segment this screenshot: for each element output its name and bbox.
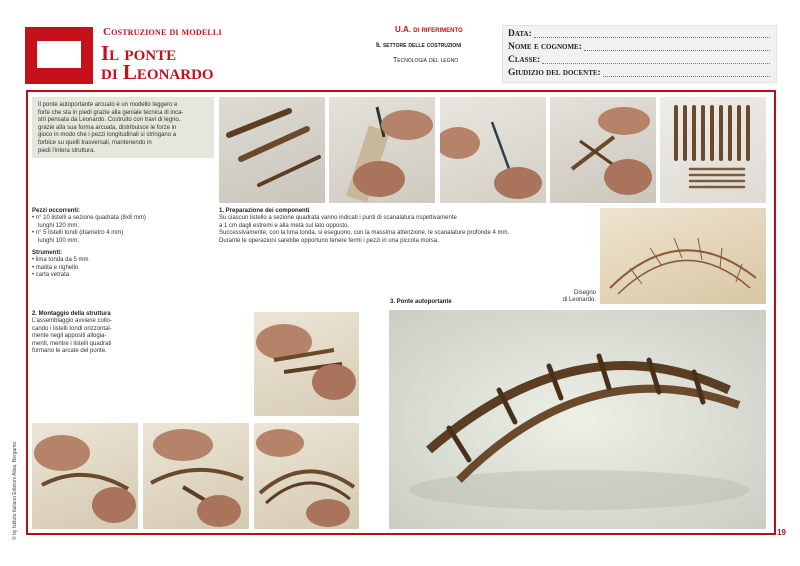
drawing-caption: Disegno di Leonardo. xyxy=(562,290,596,303)
settore-label: Il settore delle costruzioni xyxy=(376,42,462,49)
photo-assembly-3 xyxy=(143,423,249,529)
step-3: 3. Ponte autoportante xyxy=(390,299,452,305)
photo-filing xyxy=(440,97,546,203)
section-title: Costruzione di modelli xyxy=(103,26,222,38)
photo-assembly-1 xyxy=(254,312,359,416)
pieces-illustration xyxy=(660,97,766,203)
assembly-1-illustration xyxy=(254,312,359,416)
strumenti: Strumenti: • lima tonda da 5 mm • matita e righello • carta vetrata xyxy=(32,250,89,279)
title-line-2: di Leonardo xyxy=(101,60,214,84)
intro-text: Il ponte autoportante arcuato è un modello leggero e forte che sta in piedi grazie alla geniale tecnica di inca- stri pensata da Leonardo. Costruito con travi di legno, grazie alla sua forma arcuata, distribuisce le forze in gioco in modo che i pezzi longitudinali si stringano a forbice su quelli trasversali, mantenendo in piedi l'intera struttura. xyxy=(32,97,214,158)
ua-label: U.A. di riferimento xyxy=(395,25,463,34)
logo-block xyxy=(25,27,93,84)
pezzi-occorrenti: Pezzi occorrenti: • n° 10 listelli a sezione quadrata (8x8 mm) lunghi 120 mm; • n° 5 listelli tondi (diametro 4 mm) lunghi 100 mm; xyxy=(32,208,146,244)
photo-sticks xyxy=(219,97,325,203)
bridge-illustration xyxy=(389,310,766,529)
copyright: © by Istituto Italiano Edizioni Atlas, Bergamo xyxy=(12,441,18,540)
logo-window xyxy=(37,41,81,68)
photo-assembly-4 xyxy=(254,423,359,529)
drawing-illustration xyxy=(600,208,766,304)
form-row-classe[interactable]: Classe: xyxy=(508,55,770,66)
step-1: 1. Preparazione dei componenti Su ciascun listello a sezione quadrata vanno indicati i punti di scanalatura rispettivamente a 1 cm dagli estremi e alla metà sul lato opposto. Successivamente, con la lima tonda, si eseguono, con la massima attenzione, le scanalature profonde 4 mm. Durante le operazioni sarebbe opportuno tenere fermi i pezzi in una piccola morsa. xyxy=(219,208,510,244)
filing-illustration xyxy=(440,97,546,203)
assembly-3-illustration xyxy=(143,423,249,529)
photo-marking xyxy=(329,97,435,203)
cross-illustration xyxy=(550,97,656,203)
photo-bridge xyxy=(389,310,766,529)
sticks-illustration xyxy=(219,97,325,203)
student-form xyxy=(502,25,777,83)
step-2: 2. Montaggio della struttura L'assemblaggio avviene collo- cando i listelli tondi orizzontal- mente negli appositi allogia- menti, mentre i listelli quadrati formano le arcate del ponte. xyxy=(32,311,112,355)
form-row-nome[interactable]: Nome e cognome: xyxy=(508,42,770,53)
form-row-data[interactable]: Data: xyxy=(508,29,770,40)
form-row-giudizio[interactable]: Giudizio del docente: xyxy=(508,68,770,79)
page-title xyxy=(101,41,214,84)
assembly-2-illustration xyxy=(32,423,138,529)
photo-all-pieces xyxy=(660,97,766,203)
leonardo-drawing xyxy=(600,208,766,304)
assembly-4-illustration xyxy=(254,423,359,529)
tecnologia-label: Tecnologia del legno xyxy=(393,57,459,64)
photo-assembly-2 xyxy=(32,423,138,529)
title-line-1: Il ponte xyxy=(101,41,177,65)
marking-illustration xyxy=(329,97,435,203)
photo-cross xyxy=(550,97,656,203)
page-number: 19 xyxy=(777,528,786,537)
